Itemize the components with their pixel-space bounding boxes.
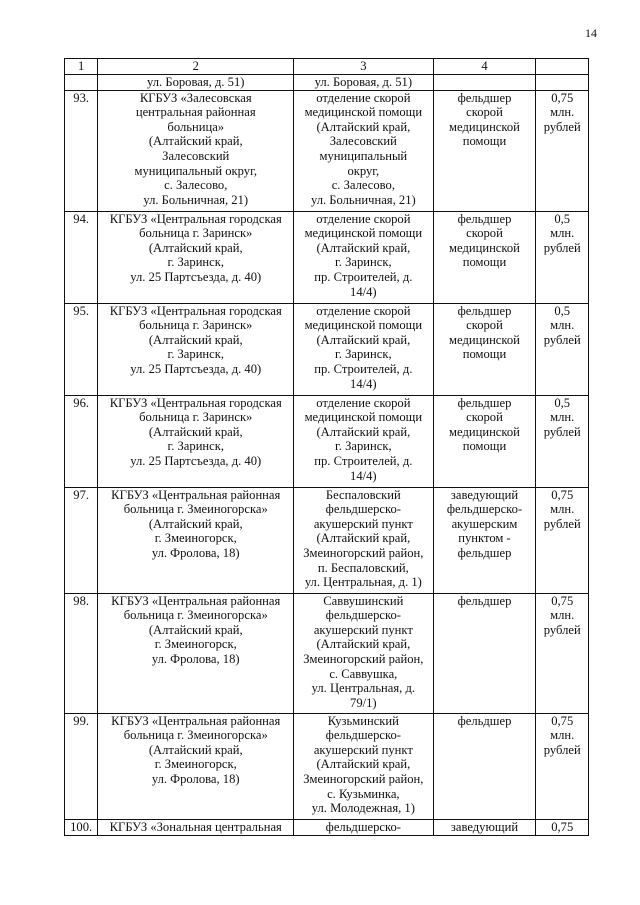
organization-line: больница г. Змеиногорска»	[123, 608, 268, 623]
workplace-cell	[294, 819, 433, 835]
workplace-line: с. Саввушка,	[329, 666, 398, 681]
position-line: помощи	[462, 134, 507, 149]
workplace-line: (Алтайский край,	[316, 119, 411, 134]
amount-line: 0,75	[551, 593, 574, 608]
workplace-line: 14/4)	[350, 284, 377, 299]
organization-line: муниципальный округ,	[134, 163, 257, 178]
amount-cell	[536, 303, 589, 395]
organization-line: ул. 25 Партсъезда, д. 40)	[130, 269, 262, 284]
position-line: фельдшерско-	[446, 502, 523, 517]
workplace-line: 14/4)	[350, 468, 377, 483]
amount-cell	[536, 487, 589, 593]
position-cell	[433, 211, 536, 303]
workplace-cell	[294, 713, 433, 819]
position-cell	[433, 713, 536, 819]
workplace-cell	[294, 487, 433, 593]
row-number-cell: 98.	[65, 593, 98, 713]
amount-line: млн.	[550, 105, 575, 120]
workplace-line: Беспаловский	[325, 487, 401, 502]
table-row	[65, 90, 589, 211]
organization-line: КГБУЗ «Центральная районная	[111, 713, 281, 728]
amount-line: 0,5	[554, 303, 571, 318]
workplace-line: Кузьминский	[327, 713, 399, 728]
workplace-line: Змеиногорский район,	[303, 651, 424, 666]
workplace-line: пр. Строителей, д.	[314, 453, 413, 468]
workplace-line: фельдшерско-	[325, 608, 401, 623]
workplace-line: отделение скорой	[316, 303, 411, 318]
table-row	[65, 211, 589, 303]
workplace-line: с. Залесово,	[331, 178, 395, 193]
table-row	[65, 713, 589, 819]
workplace-line: пр. Строителей, д.	[314, 269, 413, 284]
workplace-line: акушерский пункт	[313, 742, 413, 757]
organization-line: центральная районная	[135, 105, 256, 120]
workplace-line: Саввушинский	[323, 593, 404, 608]
header-col-4: 4	[433, 59, 536, 75]
positions-table	[64, 58, 589, 836]
organization-line: (Алтайский край,	[148, 134, 243, 149]
table-header	[65, 59, 589, 75]
workplace-line: г. Заринск,	[335, 255, 392, 270]
header-col-1: 1	[65, 59, 98, 75]
table-row	[65, 819, 589, 835]
organization-line: больница г. Змеиногорска»	[123, 502, 268, 517]
amount-line: 0,5	[554, 211, 571, 226]
organization-line: КГБУЗ «Центральная городская	[109, 303, 282, 318]
row-number-cell: 97.	[65, 487, 98, 593]
amount-line: рублей	[543, 622, 581, 637]
position-line: заведующий	[450, 487, 519, 502]
workplace-cell	[294, 593, 433, 713]
amount-line: рублей	[543, 240, 581, 255]
cont-org-cell	[98, 75, 294, 91]
page-number: 14	[585, 26, 597, 40]
workplace-line: фельдшерско-	[325, 502, 401, 517]
position-line: фельдшер	[457, 545, 512, 560]
workplace-line: (Алтайский край,	[316, 637, 411, 652]
workplace-line: акушерский пункт	[313, 516, 413, 531]
amount-cell	[536, 713, 589, 819]
organization-cell	[98, 713, 294, 819]
amount-line: рублей	[543, 424, 581, 439]
position-line: заведующий	[450, 819, 519, 834]
organization-line: КГБУЗ «Зональная центральная	[109, 819, 282, 834]
workplace-line: ул. Центральная, д.	[311, 681, 416, 696]
position-cell	[433, 593, 536, 713]
amount-cell	[536, 819, 589, 835]
position-line: скорой	[466, 410, 503, 425]
organization-line: г. Змеиногорск,	[154, 531, 237, 546]
organization-line: КГБУЗ «Центральная районная	[111, 593, 281, 608]
position-line: помощи	[462, 347, 507, 362]
table-row	[65, 487, 589, 593]
amount-cell	[536, 395, 589, 487]
organization-line: г. Заринск,	[167, 347, 225, 362]
row-number-cell: 100.	[65, 819, 98, 835]
organization-line: ул. 25 Партсъезда, д. 40)	[130, 453, 262, 468]
workplace-line: Змеиногорский район,	[303, 771, 424, 786]
amount-line: млн.	[550, 502, 575, 517]
position-line: акушерским	[451, 516, 518, 531]
organization-line: с. Залесово,	[164, 178, 228, 193]
organization-cell	[98, 819, 294, 835]
organization-line: больница г. Змеиногорска»	[123, 728, 268, 743]
workplace-line: 79/1)	[350, 695, 377, 710]
row-number-cell: 95.	[65, 303, 98, 395]
position-line: помощи	[462, 255, 507, 270]
organization-line: (Алтайский край,	[148, 424, 243, 439]
organization-line: (Алтайский край,	[148, 622, 243, 637]
position-line: медицинской	[449, 240, 520, 255]
table-body	[65, 75, 589, 836]
organization-line: КГБУЗ «Центральная городская	[109, 395, 282, 410]
organization-line: г. Змеиногорск,	[154, 637, 237, 652]
organization-cell	[98, 303, 294, 395]
organization-cell	[98, 90, 294, 211]
workplace-line: медицинской помощи	[304, 226, 423, 241]
workplace-line: п. Беспаловский,	[317, 560, 409, 575]
organization-line: больница г. Заринск»	[139, 410, 253, 425]
position-cell	[433, 90, 536, 211]
amount-line: 0,75	[551, 819, 574, 834]
workplace-line: фельдшерско-	[325, 819, 401, 834]
workplace-line: фельдшерско-	[325, 728, 401, 743]
header-row	[65, 59, 589, 75]
position-line: медицинской	[449, 332, 520, 347]
workplace-line: (Алтайский край,	[316, 332, 411, 347]
organization-line: (Алтайский край,	[148, 516, 243, 531]
amount-cell	[536, 593, 589, 713]
amount-line: млн.	[550, 410, 575, 425]
amount-line: рублей	[543, 516, 581, 531]
amount-line: млн.	[550, 226, 575, 241]
position-line: фельдшер	[457, 713, 512, 728]
cont-position-cell	[433, 75, 536, 91]
workplace-line: с. Кузьминка,	[327, 786, 400, 801]
position-line: помощи	[462, 439, 507, 454]
workplace-line: пр. Строителей, д.	[314, 361, 413, 376]
amount-line: рублей	[543, 119, 581, 134]
workplace-line: Змеиногорский район,	[303, 545, 424, 560]
workplace-line: акушерский пункт	[313, 622, 413, 637]
organization-cell	[98, 211, 294, 303]
amount-line: рублей	[543, 332, 581, 347]
workplace-line: муниципальный	[319, 148, 408, 163]
workplace-line: ул. Центральная, д. 1)	[304, 575, 422, 590]
organization-line: г. Змеиногорск,	[154, 757, 237, 772]
amount-line: млн.	[550, 318, 575, 333]
amount-line: 0,5	[554, 395, 571, 410]
workplace-line: медицинской помощи	[304, 318, 423, 333]
organization-line: (Алтайский край,	[148, 240, 243, 255]
position-line: фельдшер	[457, 211, 512, 226]
amount-line: 0,75	[551, 90, 574, 105]
workplace-line: г. Заринск,	[335, 439, 392, 454]
organization-line: КГБУЗ «Центральная городская	[109, 211, 282, 226]
position-cell	[433, 395, 536, 487]
organization-line: ул. Больничная, 21)	[143, 192, 249, 207]
amount-cell	[536, 211, 589, 303]
amount-line: 0,75	[551, 713, 574, 728]
amount-line: 0,75	[551, 487, 574, 502]
workplace-line: 14/4)	[350, 376, 377, 391]
workplace-cell	[294, 303, 433, 395]
organization-line: ул. Фролова, 18)	[151, 771, 240, 786]
organization-line: г. Заринск,	[167, 439, 225, 454]
position-line: фельдшер	[457, 303, 512, 318]
workplace-line: округ,	[347, 163, 380, 178]
workplace-cell	[294, 211, 433, 303]
amount-line: рублей	[543, 742, 581, 757]
workplace-line: (Алтайский край,	[316, 757, 411, 772]
organization-cell	[98, 593, 294, 713]
position-line: фельдшер	[457, 593, 512, 608]
cont-place-cell	[294, 75, 433, 91]
row-number-cell: 93.	[65, 90, 98, 211]
workplace-cell	[294, 90, 433, 211]
workplace-line: отделение скорой	[316, 395, 411, 410]
position-cell	[433, 819, 536, 835]
workplace-line: (Алтайский край,	[316, 424, 411, 439]
header-col-2: 2	[98, 59, 294, 75]
table-row	[65, 395, 589, 487]
cont-num-cell	[65, 75, 98, 91]
header-col-5	[536, 59, 589, 75]
organization-line: (Алтайский край,	[148, 742, 243, 757]
organization-line: (Алтайский край,	[148, 332, 243, 347]
amount-line: млн.	[550, 608, 575, 623]
cont-place-line: ул. Боровая, д. 51)	[314, 75, 413, 89]
organization-line: КГБУЗ «Залесовская	[139, 90, 252, 105]
position-line: скорой	[466, 226, 503, 241]
cont-amount-cell	[536, 75, 589, 91]
table-row	[65, 593, 589, 713]
row-number-cell: 94.	[65, 211, 98, 303]
organization-line: г. Заринск,	[167, 255, 225, 270]
organization-cell	[98, 395, 294, 487]
position-line: медицинской	[449, 119, 520, 134]
workplace-line: отделение скорой	[316, 211, 411, 226]
organization-cell	[98, 487, 294, 593]
position-line: скорой	[466, 105, 503, 120]
amount-line: млн.	[550, 728, 575, 743]
organization-line: больница»	[167, 119, 225, 134]
organization-line: больница г. Заринск»	[139, 318, 253, 333]
organization-line: ул. Фролова, 18)	[151, 651, 240, 666]
workplace-line: (Алтайский край,	[316, 531, 411, 546]
workplace-line: г. Заринск,	[335, 347, 392, 362]
position-cell	[433, 303, 536, 395]
position-line: медицинской	[449, 424, 520, 439]
row-number-cell: 99.	[65, 713, 98, 819]
workplace-line: отделение скорой	[316, 90, 411, 105]
workplace-line: ул. Больничная, 21)	[310, 192, 416, 207]
workplace-line: медицинской помощи	[304, 105, 423, 120]
position-line: пунктом -	[458, 531, 511, 546]
amount-cell	[536, 90, 589, 211]
workplace-line: (Алтайский край,	[316, 240, 411, 255]
organization-line: ул. 25 Партсъезда, д. 40)	[130, 361, 262, 376]
cont-org-line: ул. Боровая, д. 51)	[147, 75, 245, 89]
row-number-cell: 96.	[65, 395, 98, 487]
table-row	[65, 303, 589, 395]
position-line: фельдшер	[457, 395, 512, 410]
organization-line: КГБУЗ «Центральная районная	[111, 487, 281, 502]
organization-line: ул. Фролова, 18)	[151, 545, 240, 560]
organization-line: Залесовский	[162, 148, 230, 163]
position-line: фельдшер	[457, 90, 512, 105]
organization-line: больница г. Заринск»	[139, 226, 253, 241]
header-col-3: 3	[294, 59, 433, 75]
workplace-line: ул. Молодежная, 1)	[311, 801, 415, 816]
position-line: скорой	[466, 318, 503, 333]
workplace-cell	[294, 395, 433, 487]
position-cell	[433, 487, 536, 593]
continuation-row	[65, 75, 589, 91]
workplace-line: Залесовский	[329, 134, 397, 149]
workplace-line: медицинской помощи	[304, 410, 423, 425]
